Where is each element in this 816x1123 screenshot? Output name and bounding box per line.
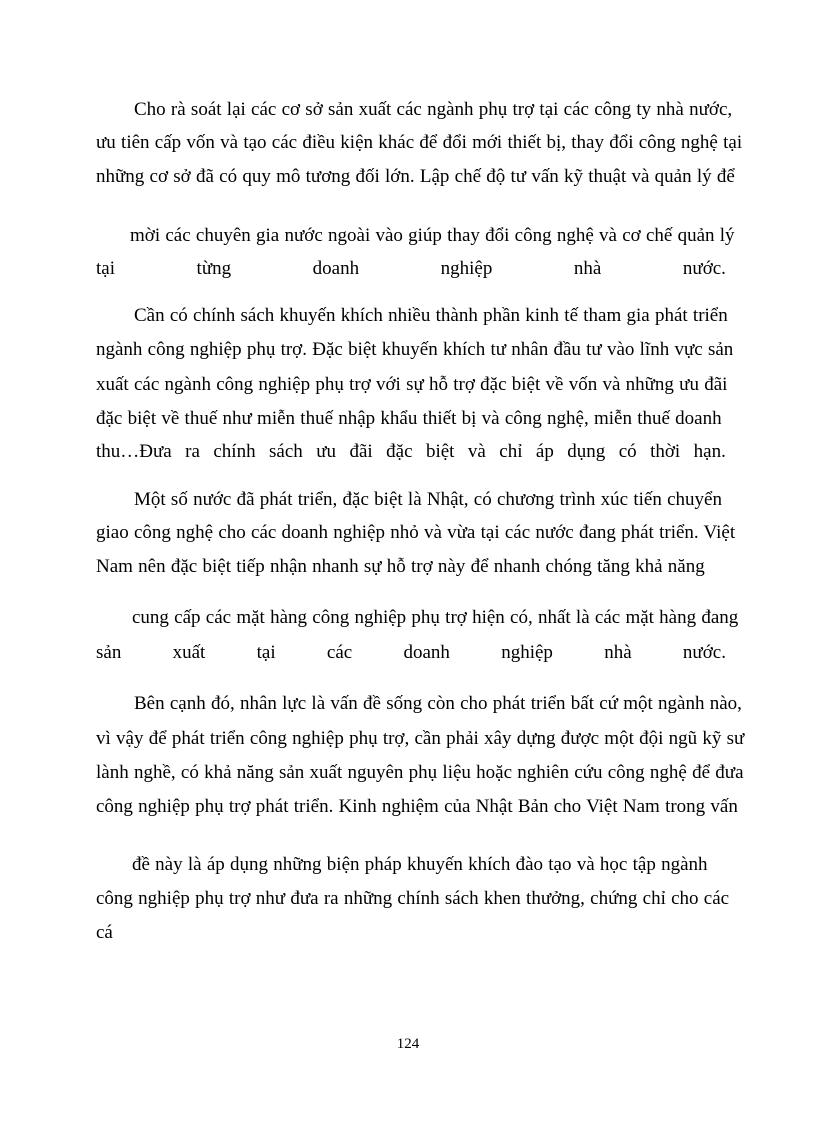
word: chính [213,441,256,462]
word: nhà [604,642,632,663]
word: từng [196,258,232,279]
text-line: xuất các ngành công nghiệp phụ trợ với sự hỗ trợ đặc biệt về vốn và những ưu đãi [96,374,728,395]
word: ưu [316,441,337,462]
word: ra [185,441,200,462]
word: doanh [403,642,450,663]
word: hạn. [693,441,726,462]
word: nghiệp [440,258,493,279]
text-line: Cần có chính sách khuyến khích nhiều thành phần kinh tế tham gia phát triển [134,305,728,326]
word: biệt [425,441,455,462]
word: áp [535,441,554,462]
word: doanh [312,258,360,279]
justified-line [96,257,726,281]
text-line: Nam nên đặc biệt tiếp nhận nhanh sự hỗ trợ này để nhanh chóng tăng khả năng [96,556,705,577]
text-line: Cho rà soát lại các cơ sở sản xuất các ngành phụ trợ tại các công ty nhà nước, [134,99,733,120]
text-line: công nghiệp phụ trợ phát triển. Kinh nghiệm của Nhật Bản cho Việt Nam trong vấn [96,796,738,817]
word: nước. [682,258,726,279]
text-line: đề này là áp dụng những biện pháp khuyến khích đào tạo và học tập ngành [132,854,708,875]
text-line: ngành công nghiệp phụ trợ. Đặc biệt khuyến khích tư nhân đầu tư vào lĩnh vực sản [96,339,734,360]
word: đãi [349,441,373,462]
word: thời [650,441,681,462]
justified-line [96,440,726,464]
text-line: ưu tiên cấp vốn và tạo các điều kiện khác để đổi mới thiết bị, thay đổi công nghệ tại [96,132,743,153]
text-line: những cơ sở đã có quy mô tương đối lớn. Lập chế độ tư vấn kỹ thuật và quản lý để [96,166,735,187]
word: sách [269,441,303,462]
word: sản [96,642,122,663]
text-line: mời các chuyên gia nước ngoài vào giúp thay đổi công nghệ và cơ chế quản lý [130,225,735,246]
text-line: công nghiệp phụ trợ như đưa ra những chính sách khen thưởng, chứng chỉ cho các [96,888,730,909]
word: nhà [573,258,602,279]
word: đặc [386,441,413,462]
text-line: lành nghề, có khả năng sản xuất nguyên phụ liệu hoặc nghiên cứu công nghệ để đưa [96,762,744,783]
text-line: đặc biệt về thuế như miễn thuế nhập khẩu thiết bị và công nghệ, miễn thuế doanh [96,408,722,429]
word: có [618,441,637,462]
word: xuất [172,642,206,663]
text-line: cung cấp các mặt hàng công nghiệp phụ trợ hiện có, nhất là các mặt hàng đang [132,607,739,628]
text-line: giao công nghệ cho các doanh nghiệp nhỏ và vừa tại các nước đang phát triển. Việt [96,522,736,543]
text-line: cá [96,922,113,943]
word: tại [96,258,115,279]
word: dụng [567,441,606,462]
text-line: Bên cạnh đó, nhân lực là vấn đề sống còn cho phát triển bất cứ một ngành nào, [134,693,742,714]
word: và [467,441,486,462]
word: chỉ [499,441,523,462]
word: thu…Đưa [96,441,172,462]
word: nước. [682,642,726,663]
text-line: Một số nước đã phát triển, đặc biệt là Nhật, có chương trình xúc tiến chuyển [134,489,722,510]
word: nghiệp [501,642,553,663]
word: tại [256,642,276,663]
word: các [326,642,353,663]
text-line: vì vậy để phát triển công nghiệp phụ trợ, cần phải xây dựng được một đội ngũ kỹ sư [96,728,745,749]
page-number: 124 [396,1036,420,1052]
justified-line [96,641,726,665]
